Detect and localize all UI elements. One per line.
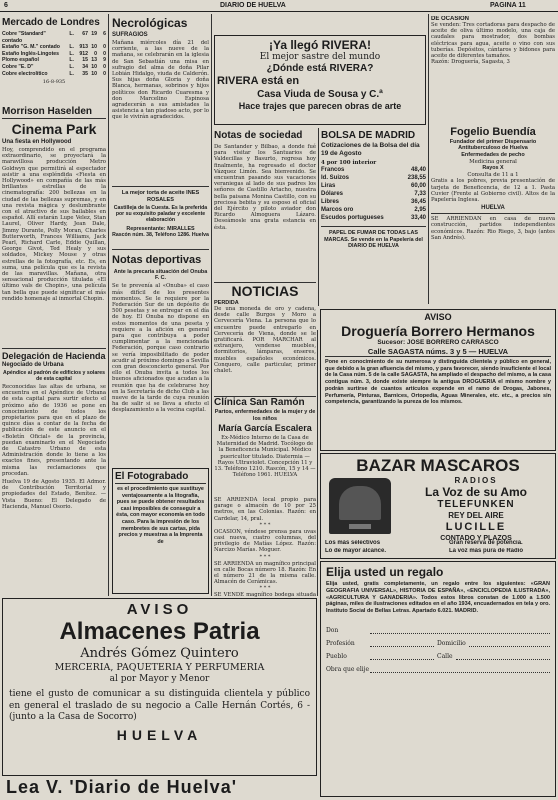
rivera-l3: ¿Dónde está RIVERA?: [266, 63, 374, 74]
clinica-doctor: María García Escalera: [218, 423, 312, 433]
deportivas-title: Notas deportivas: [112, 254, 202, 266]
mercado-cell: L.: [69, 63, 74, 70]
rivera-l4: RIVERA está en: [217, 75, 300, 87]
mercado-cell: 35: [82, 70, 88, 77]
necrologicas: [112, 16, 209, 184]
delegacion-text: Reconocidas las altas de urbana, se encuentra en el Apéndice de Urbana de esta capital para surtir efecto el próximo año de 1936 se pone en conocimiento de todos los propietarios para que en el plazo de quince días a contar de la fecha de publicación de este anuncio en el «Boletín Oficial» de la provincia, puedan examinarlo en el Negociado de Catastro Urbano de esta Administración donde lo tiene a los exactos fines, presentando ante la misma las reclamaciones que procedan.: [2, 384, 106, 477]
elija-title: Elija usted un regalo: [326, 565, 444, 579]
mercado-cell: 13: [91, 57, 97, 64]
ocasion-text: Se venden: Tres cortadoras para despacho de aceite de oliva último modelo, una caja de caudales para mostrador, dos bombas eléctricas para agua, aceite o vino con sus tuberías. Depósitos, cántaros y bidones para aceite de diferentes tamaños.: [431, 22, 555, 60]
page-header: [0, 0, 558, 12]
rivera-l5: Casa Viuda de Sousa y C.ª: [257, 89, 383, 100]
ocasion-razon: Razón: Droguería, Sagasta, 3: [431, 59, 510, 66]
elija-regalo: [320, 561, 556, 797]
delegacion-sign: Huelva 19 de Agosto 1935. El Admor. de Contribución Territorial y propiedades del Estado, Benítez. — Vista Bueno: El Delegado de Hacienda, Manuel Osorio.: [2, 479, 106, 510]
bolsa-cell: Escudos portugueses: [321, 215, 384, 221]
necro-text: Mañana miércoles día 21 del corriente, a las nueve de la mañana, se celebrarán en la iglesia de San Sebastián una misa en sufragio del alma de doña Pilar Lobián Hidalgo, viuda de Calderón. Sus hijas doña Gloria y doña Blanca, hermanas, sobrinos y hijos políticos don Ricardo Cuaresma y don Marcelino Espinosa agradecerán a sus amistades la asistencia a tan piadoso acto, por lo que le vivirán agradecidos.: [112, 40, 209, 121]
bolsa-row: [321, 190, 426, 198]
sociedad-text: De Santander y Bilbao, a donde fué para visitar los Santuarios de Valdecillas y Basurto, regresa hoy finalmente, ha regresado el doctor Vázquez Limón. Sea bienvenido. Se encuentran pasando sus vacaciones veraniegas al lado de sus padres los señores de Castillo Artacho, nuestra bella paisana Monina Castillo, con su preciosa bebita y su esposo el oficial del Ejército y piloto aviador don Ricardo Almoguera Lázaro. Deseámosle una grata estancia en ésta.: [214, 144, 316, 231]
mercado-cell: 15: [82, 57, 88, 64]
cinema-park: [2, 121, 106, 347]
mercado-cell: Cobre "Standard" contado: [2, 31, 46, 44]
mercado-cell: L.: [69, 31, 74, 37]
avisoL-owner: Andrés Gómez Quintero: [80, 646, 239, 661]
classifieds: [214, 497, 316, 597]
page-number-left: 6: [4, 2, 8, 9]
bazar-l4: REY DEL AIRE: [448, 511, 504, 520]
bazar-b3: Gran reserva de potencia.: [449, 540, 523, 546]
field-label-pueblo: Pueblo: [326, 652, 347, 660]
avisoR-text: Pone en conocimiento de su numerosa y distinguida clientela y público en general, que debido a la gran afluencia del mismo, y para favorecer, siendo insuficiente el local de la Casa núm. 5 de la calle SAGASTA, ha ampliado el despacho del mismo, a la casa contigua núm. 3, donde existe siempre la antigua DROGUERIA el mismo nombre y podrán surtirse de cuantos artículos expende en el ramo de Drogas, Jabones, Perfumería, Pinturas, Barnices, Ortopedia, Aguas Minerales, etc. etc., a precios sin competencia, garantizando la pureza de los mismos.: [325, 359, 551, 406]
avisoR-calle: Calle SAGASTA núms. 3 y 5 — HUELVA: [325, 347, 551, 357]
fotograbado-ad: [112, 468, 209, 594]
ocasion-title: DE OCASION: [431, 16, 470, 22]
bolsa-row: [321, 214, 426, 222]
mejor-rep: Representante: MIRALLES: [126, 225, 195, 232]
page-number-right: PAGINA 11: [490, 2, 526, 9]
bolsa-madrid: [321, 130, 426, 308]
deportivas-text: Se te prevenía al «Onuba» el caso más difícil de los presentes momentos. Se le requiere por la Federación Sur de un depósito de 500 pesetas y se entregar en el día de hoy. El Onuba no dispone en estos momentos de una peseta y requiere a la afición en general para que contribuya a poder cumplimentar a la mencionada Federación, porque caso contrario se vería imposibilitado de poder acudir al próximo domingo a Sevilla con gran desconcierto general. Por ello el Onuba invita a todos los buenos aficionados que acudan a la reunión que ha de celebrarse hoy en la Secretaría de dicho Club a las nueve de la tarde de cuya reunión ha de salir si se lleva a efecto el desplazamiento a la vecina capital.: [112, 283, 209, 414]
mercado-cell: 912: [79, 50, 88, 57]
radio-image: [329, 478, 391, 534]
de-ocasion: [431, 16, 555, 126]
noticias-perdida: PERDIDA: [214, 300, 239, 306]
mercado-row: [2, 51, 106, 58]
field-label-don: Don: [326, 626, 339, 634]
avisoL-line: MERCERIA, PAQUETERIA Y PERFUMERIA: [54, 662, 265, 673]
mercado-cell: Cobre "E. D": [2, 63, 34, 70]
mercado-table: [2, 31, 106, 77]
mercado-cell: L.: [69, 44, 74, 51]
avisoL-top: AVISO: [126, 601, 193, 618]
calle-input[interactable]: [456, 651, 550, 660]
papel-fumar: PAPEL DE FUMAR DE TODAS LAS MARCAS. Se vende en la Papelería del DIARIO DE HUELVA: [321, 226, 426, 250]
cinema-title: Cinema Park: [11, 121, 97, 137]
noticias-title: NOTICIAS: [231, 283, 299, 299]
profesion-input[interactable]: [370, 638, 434, 647]
fogelio-spec: Enfermedades de pecho: [461, 151, 525, 158]
classified-item: OCASION, véndese prensa para uvas casi nueva, cuatro columnas, del privilegio de Matías López. Razón: Narcizo Marías. Moguer.: [214, 528, 316, 554]
rivera-l2: El mejor sastre del mundo: [259, 52, 381, 62]
obra-input[interactable]: [370, 664, 550, 673]
pueblo-input[interactable]: [370, 651, 434, 660]
separator-stars: * * *: [259, 521, 271, 528]
clinica-text: Ex-Médico Interno de la Casa de Maternidad de Madrid. Tocólogo de la Beneficencia Municipal. Médico puericultor titulado. Diatermia — Rayos Ultraviolet. Concepción 11 y 13. Teléfono 1210. Rascón, 15 y 14 — Teléfono 1961. HUELVA: [214, 435, 316, 479]
separator-stars: * * *: [259, 585, 271, 592]
bazar-b2: Lo de mayor alcance.: [325, 548, 387, 554]
bolsa-row: [321, 182, 426, 190]
mejor-text: Castilleja de la Cuesta. Es la preferida por su exquisito paladar y excelente elaboración: [113, 205, 208, 224]
mercado-date: 16-8-935: [42, 79, 66, 86]
classified-item: SE ARRIENDA local propio para garage o almacén de 10 por 25 metros, en las Colonias. Razón: en Cardelar, 14, pral.: [214, 497, 316, 522]
mercado-cell: 67: [82, 31, 88, 37]
avisoL-title: Almacenes Patria: [59, 618, 260, 645]
morrison-haselden: Morrison Haselden: [2, 106, 106, 119]
foto-text: es el procedimiento que sustituye ventajosamente a la litografía, pues se puede obtener resultados casi imposibles de conseguir a ésta, con mayor economía en todo caso. Para la impresión de los membretes de sus cartas, pida precios y muestras a la Imprenta de: [116, 486, 205, 545]
fogelio-line-1: Rayos X: [482, 165, 504, 172]
delegacion-title: Delegación de Hacienda: [2, 351, 106, 361]
notas-sociedad: [214, 130, 316, 280]
bazar-mascaros: [320, 453, 556, 559]
deportivas-subtitle: Ante la precaria situación del Onuba F. C.: [113, 269, 208, 282]
delegacion-subtitle: Negociado de Urbana: [2, 362, 64, 368]
mercado-cell: 9: [103, 57, 106, 64]
domicilio-input[interactable]: [469, 638, 550, 647]
mercado-cell: 10: [91, 70, 97, 77]
bolsa-cell: 60,00: [410, 183, 426, 189]
bazar-l6: CONTADO Y PLAZOS: [440, 535, 512, 542]
mercado-row: [2, 64, 106, 71]
delegacion-hacienda: [2, 348, 106, 596]
mercado-cell: Estaño Inglés-Lingotes: [2, 50, 60, 57]
bolsa-cell: 36,45: [410, 199, 426, 205]
mercado-row: [2, 44, 106, 51]
mercado-cell: Plomo español: [2, 57, 39, 64]
bolsa-cell: Francos: [321, 167, 345, 173]
bolsa-cell: 238,55: [407, 175, 426, 181]
mercado-cell: L.: [69, 57, 74, 64]
mercado-row: [2, 71, 106, 78]
mercado-cell: 0: [94, 50, 97, 57]
sociedad-title: Notas de sociedad: [214, 130, 303, 141]
elija-text: Elija usted, gratis completamente, un regalo entre los siguientes: «GRAN GEOGRAFIA UNIVERSAL», HISTORIA DE ESPAÑA», «ENCICLOPEDIA ILUSTRADA», «AGRICULTURA Y GANADERIA». Todos estos libros constan de 1.000 a 1.500 páginas, miles de ilustraciones editados en el año 1934, encuadernados en tela y oro. Instituto Social de Bellas Letras. Apartado 6.021. MADRID.: [326, 581, 550, 615]
bazar-l1: RADIOS: [454, 476, 498, 485]
bolsa-cell: 48,40: [410, 167, 426, 173]
lea-diario: Lea V. 'Diario de Huelva': [6, 777, 237, 797]
bolsa-cell: Id. Suizos: [321, 175, 350, 181]
noticias: [214, 282, 316, 394]
clinica-subtitle: Partos, enfermedades de la mujer y de los niños: [214, 409, 316, 422]
mercado-cell: L.: [69, 50, 74, 57]
mercado-title: Mercado de Londres: [2, 17, 100, 28]
mejor-title: La mejor torta de aceite INES ROSALES: [121, 190, 200, 203]
foto-title: El Fotograbado: [115, 471, 206, 484]
bolsa-row: [321, 198, 426, 206]
mercado-cell: Cobre electrolítico: [2, 70, 48, 77]
mercado-cell: 10: [91, 44, 97, 51]
mercado-cell: 19: [91, 31, 97, 37]
mejor-addr: Rascón núm. 38, Teléfono 1286. Huelva: [112, 231, 209, 238]
bolsa-row: [321, 174, 426, 182]
mercado-row: [2, 31, 106, 44]
bolsa-cell: Libres: [321, 199, 340, 205]
necro-subtitle: SUFRAGIOS: [112, 32, 148, 38]
delegacion-note: Apéndice al padrón de edificios y solares de esta capital: [2, 370, 106, 382]
clinica-san-ramon: [214, 396, 316, 496]
notas-deportivas: [112, 254, 209, 466]
mercado-cell: 0: [103, 63, 106, 70]
noticias-text: De una moneda de oro y cadena, desde calle Burgos y Moro a Cervecería Viena. La persona que lo encuentre puede entregarlo en Cervecería de Viena, donde se le gratificará. POR MARCHAR al extranjero, vendense muebles, dormitorios, lámparas, enseres, muebles españoles económicos. Conquero, calle particular, primer chalet.: [214, 306, 316, 375]
classified-item: SE VENDE magnífico bodega situada: [214, 592, 316, 597]
fogelio-arriendan: SE ARRIENDAN en casa de nueva construcción, partidos independientes económicos. Razón: Rio Riego, 3, bajo (antes San Andrés).: [431, 213, 555, 241]
fogelio-text: Gratis a los pobres, previa presentación de tarjeta de Beneficencia, de 12 a 1. Pasta Cuvier (Frente al Gobierno civil). Altos de la Papelería Inglesa.: [431, 178, 555, 203]
newspaper-name: DIARIO DE HUELVA: [220, 2, 286, 9]
mercado-cell: 0: [103, 44, 106, 51]
mercado-cell: L.: [69, 70, 74, 77]
aviso-almacenes-patria: [2, 598, 317, 776]
bazar-l3: TELEFUNKEN: [437, 499, 515, 510]
rivera-l1: ¡Ya llegó RIVERA!: [268, 38, 372, 52]
bolsa-cell: 33,40: [410, 215, 426, 221]
cinema-text: Hoy, comprendido en el programa extraordinario, se proyectará la maravillosa producción Metro Goldwyn que permitirá al espectador asistir a una espléndida «Fiesta en Hollywood» en compañía de las más brillantes estrellas de la cinematografía: 200 bellezas en la ciudad de las bellezas supremas, y en una revista mágica y deslumbrante con el atractivo de sus bailables en español. Allí estarán Lupe Velez, Stan Laurel, Oliver Hardy, Jean Dale, Jimmy Durante, Polly Moran, Charles Butterworth, Frances Williams, Jack Pearl, Richard Carle, Eddie Quillan, George Givot, Ted Healy y sus soldados, Mickey Mouse y otras estrellas de la fotografía, etc. Es, en suma, una película que es la revista de las maravillas. Mañana, otra sensacional producción titulada «El último vals de Chopin», una película tan bella que puede significar el más rendido homenaje al inmortal Chopin.: [2, 147, 106, 302]
separator-stars: * * *: [259, 553, 271, 560]
fogelio-subtitle: Fundador del primer Dispensario Antituberculoso de Huelva: [449, 139, 537, 152]
classified-item: SE ARRIENDA un magnífico principal en calle Bocas número 18. Razón: En el número 21 de la misma calle. Almacén de Cerámicas.: [214, 560, 316, 586]
mercado-cell: 913: [79, 44, 88, 51]
bolsa-row: [321, 166, 426, 174]
fogelio-title: Fogelio Buendía: [450, 126, 536, 138]
avisoL-sub: al por Mayor y Menor: [109, 674, 210, 684]
avisoR-title: Droguería Borrero Hermanos: [341, 323, 535, 339]
bazar-title: BAZAR MASCAROS: [356, 456, 520, 475]
bolsa-cell: Dólares: [321, 191, 344, 197]
bolsa-cell: Marcos oro: [321, 207, 354, 213]
bolsa-table: [321, 166, 426, 222]
aviso-drogueria: [320, 309, 556, 451]
bazar-l2: La Voz de su Amo: [424, 485, 527, 499]
mercado-cell: 0: [103, 50, 106, 57]
avisoR-top: AVISO: [424, 312, 452, 322]
mercado-cell: 0: [103, 70, 106, 77]
don-input[interactable]: [370, 625, 550, 634]
avisoL-text: tiene el gusto de comunicar a su distinguida clientela y público en general el traslado de su negocio a Calle Hernán Cortés, 6 - (junto a la Casa de Socorro): [9, 689, 310, 722]
avisoR-suc: Sucesor: JOSE BORRERO CARRASCO: [377, 339, 499, 346]
mercado-cell: 34: [82, 63, 88, 70]
mercado-cell: 10: [91, 63, 97, 70]
rivera-ad: [214, 35, 426, 125]
bazar-b4: La voz más pura de Radio: [449, 548, 524, 554]
mercado-cell: 6: [103, 31, 106, 37]
field-label-obra: Obra que elije: [326, 665, 370, 673]
bolsa-cell: 2,95: [414, 207, 426, 213]
rivera-l6: Hace trajes que parecen obras de arte: [238, 101, 402, 111]
field-label-domicilio: Domicilio: [437, 639, 466, 647]
bazar-b1: Los más selectivos: [325, 540, 381, 546]
mercado-row: [2, 57, 106, 64]
field-label-calle: Calle: [437, 652, 453, 660]
clinica-title: Clínica San Ramón: [214, 397, 305, 408]
bolsa-cell: Liras: [321, 183, 336, 189]
bolsa-title: BOLSA DE MADRID: [321, 130, 416, 141]
fogelio-city: HUELVA: [481, 205, 505, 212]
bolsa-cell: 7,33: [414, 191, 426, 197]
bolsa-row: [321, 206, 426, 214]
mercado-londres: [2, 16, 106, 104]
cinema-subtitle: Una fiesta en Hollywood: [2, 139, 72, 145]
necro-title: Necrológicas: [112, 16, 188, 30]
bolsa-subtitle: Cotizaciones de la Bolsa del día 19 de Agosto: [321, 142, 420, 157]
mercado-cell: Estaño "G. M." contado: [2, 44, 60, 51]
fogelio-buendia: [431, 126, 555, 308]
bazar-l5: LUCILLE: [445, 521, 507, 533]
avisoL-city: HUELVA: [116, 726, 203, 743]
ines-rosales-ad: [112, 186, 209, 250]
field-label-profesion: Profesión: [326, 639, 355, 647]
bolsa-col: 4 por 100 interior: [321, 160, 377, 166]
fogelio-line-2: Consulta de 11 a 1: [467, 171, 519, 178]
fogelio-line-0: Medicina general: [469, 158, 517, 165]
